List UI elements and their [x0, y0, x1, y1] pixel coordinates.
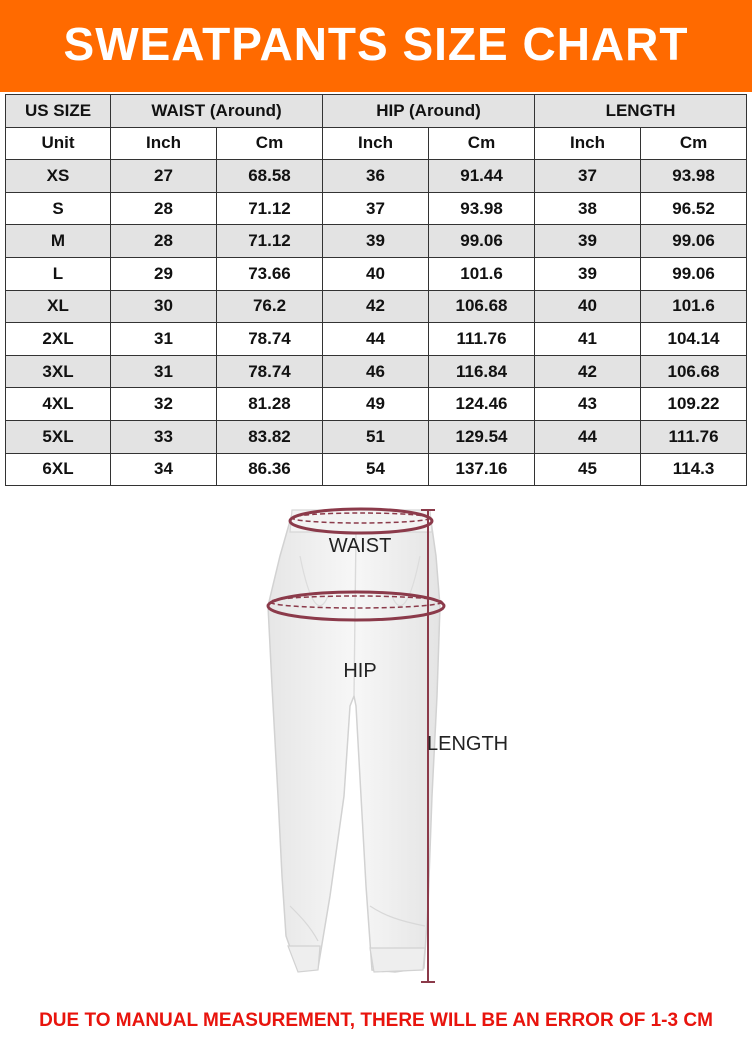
table-cell: 101.6 [641, 290, 747, 323]
table-cell: 111.76 [641, 420, 747, 453]
title-banner [0, 0, 752, 92]
header-us-size: US SIZE [6, 95, 111, 128]
header-hip: HIP (Around) [323, 95, 535, 128]
table-cell: 101.6 [429, 257, 535, 290]
table-cell: 44 [535, 420, 641, 453]
table-cell: 71.12 [217, 225, 323, 258]
unit-cell: Inch [111, 127, 217, 160]
table-cell: 114.3 [641, 453, 747, 486]
size-cell: L [6, 257, 111, 290]
size-cell: 5XL [6, 420, 111, 453]
table-row [6, 388, 747, 421]
table-cell: 37 [535, 160, 641, 193]
table-cell: 40 [323, 257, 429, 290]
table-cell: 129.54 [429, 420, 535, 453]
table-cell: 73.66 [217, 257, 323, 290]
table-cell: 93.98 [429, 192, 535, 225]
table-row [6, 323, 747, 356]
table-cell: 45 [535, 453, 641, 486]
table-cell: 99.06 [429, 225, 535, 258]
table-cell: 28 [111, 192, 217, 225]
size-cell: 6XL [6, 453, 111, 486]
table-cell: 44 [323, 323, 429, 356]
table-cell: 106.68 [641, 355, 747, 388]
table-cell: 27 [111, 160, 217, 193]
size-chart-table [5, 94, 747, 486]
table-cell: 42 [323, 290, 429, 323]
table-row [6, 192, 747, 225]
table-cell: 37 [323, 192, 429, 225]
table-cell: 29 [111, 257, 217, 290]
table-cell: 116.84 [429, 355, 535, 388]
unit-cell: Unit [6, 127, 111, 160]
table-cell: 49 [323, 388, 429, 421]
table-cell: 39 [535, 257, 641, 290]
disclaimer-text: DUE TO MANUAL MEASUREMENT, THERE WILL BE AN ERROR OF 1-3 CM [39, 1010, 713, 1031]
table-row [6, 290, 747, 323]
size-cell: 3XL [6, 355, 111, 388]
table-cell: 68.58 [217, 160, 323, 193]
unit-cell: Cm [217, 127, 323, 160]
table-cell: 124.46 [429, 388, 535, 421]
length-label: LENGTH [427, 733, 509, 755]
size-cell: M [6, 225, 111, 258]
table-cell: 54 [323, 453, 429, 486]
table-cell: 42 [535, 355, 641, 388]
table-cell: 99.06 [641, 225, 747, 258]
waist-label: WAIST [328, 535, 392, 557]
table-cell: 36 [323, 160, 429, 193]
right-cuff [370, 948, 425, 972]
table-cell: 91.44 [429, 160, 535, 193]
page-title: SWEATPANTS SIZE CHART [63, 18, 689, 70]
table-cell: 81.28 [217, 388, 323, 421]
table-cell: 39 [323, 225, 429, 258]
table-unit-row [6, 127, 747, 160]
table-cell: 41 [535, 323, 641, 356]
sweatpants-illustration [0, 496, 752, 1001]
table-cell: 104.14 [641, 323, 747, 356]
table-cell: 109.22 [641, 388, 747, 421]
table-cell: 51 [323, 420, 429, 453]
table-cell: 46 [323, 355, 429, 388]
table-cell: 40 [535, 290, 641, 323]
table-cell: 78.74 [217, 323, 323, 356]
table-cell: 76.2 [217, 290, 323, 323]
unit-cell: Inch [535, 127, 641, 160]
table-cell: 137.16 [429, 453, 535, 486]
table-row [6, 420, 747, 453]
table-cell: 111.76 [429, 323, 535, 356]
table-cell: 71.12 [217, 192, 323, 225]
size-cell: 4XL [6, 388, 111, 421]
left-cuff [288, 946, 320, 972]
table-cell: 32 [111, 388, 217, 421]
table-cell: 106.68 [429, 290, 535, 323]
size-cell: XS [6, 160, 111, 193]
table-cell: 99.06 [641, 257, 747, 290]
table-cell: 39 [535, 225, 641, 258]
table-cell: 96.52 [641, 192, 747, 225]
table-row [6, 160, 747, 193]
table-cell: 34 [111, 453, 217, 486]
hip-label: HIP [343, 660, 377, 682]
unit-cell: Cm [641, 127, 747, 160]
table-cell: 93.98 [641, 160, 747, 193]
table-header-row [6, 95, 747, 128]
size-cell: 2XL [6, 323, 111, 356]
table-cell: 30 [111, 290, 217, 323]
table-cell: 83.82 [217, 420, 323, 453]
unit-cell: Cm [429, 127, 535, 160]
size-cell: XL [6, 290, 111, 323]
header-length: LENGTH [535, 95, 747, 128]
table-cell: 43 [535, 388, 641, 421]
sweatpants-figure [0, 496, 752, 1001]
unit-cell: Inch [323, 127, 429, 160]
table-cell: 33 [111, 420, 217, 453]
header-waist: WAIST (Around) [111, 95, 323, 128]
table-cell: 78.74 [217, 355, 323, 388]
table-row [6, 225, 747, 258]
table-cell: 38 [535, 192, 641, 225]
table-row [6, 257, 747, 290]
table-cell: 86.36 [217, 453, 323, 486]
table-cell: 31 [111, 323, 217, 356]
table-row [6, 355, 747, 388]
size-cell: S [6, 192, 111, 225]
table-row [6, 453, 747, 486]
table-cell: 28 [111, 225, 217, 258]
table-cell: 31 [111, 355, 217, 388]
